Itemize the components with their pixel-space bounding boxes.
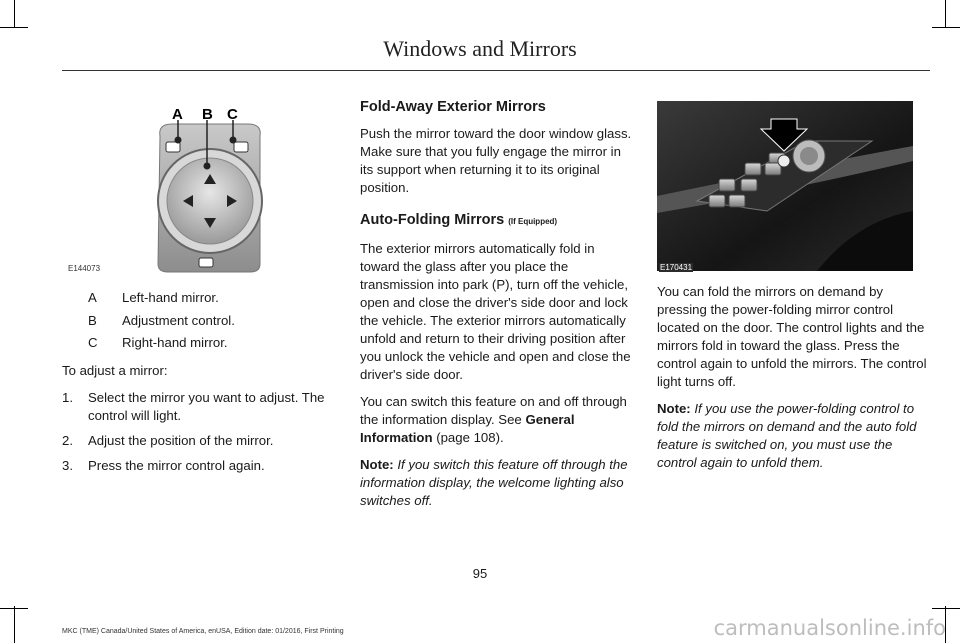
foldaway-text: Push the mirror toward the door window glass. Make sure that you fully engage the mirror in its support when returning it to its original position. — [360, 126, 632, 195]
crop-mark — [14, 0, 15, 28]
edition-info: MKC (TME) Canada/United States of America, enUSA, Edition date: 01/2016, First Printing — [62, 628, 344, 635]
note-text: If you use the power-folding control to fold the mirrors on demand and the auto fold feature is switched on, you must use the control again to unfold them. — [657, 401, 917, 470]
note-label: Note: — [657, 401, 691, 416]
figure1-caption: E144073 — [68, 264, 101, 273]
legend-text: Adjustment control. — [122, 313, 235, 328]
callout-a: A — [172, 106, 183, 123]
page-reference: (page 108). — [436, 430, 504, 445]
power-fold-note — [657, 400, 929, 472]
note-text: If you switch this feature off through the information display, the welcome lighting also switches off. — [360, 457, 628, 508]
crop-mark — [945, 0, 946, 28]
mirror-control-figure — [62, 88, 332, 278]
crop-mark — [932, 27, 960, 28]
general-information-link[interactable]: General Information — [360, 412, 575, 445]
step-number: 2. — [62, 433, 73, 448]
step-text: Press the mirror control again. — [88, 458, 265, 473]
if-equipped-label: (If Equipped) — [508, 217, 558, 226]
crop-mark — [0, 27, 28, 28]
watermark: carmanualsonline.info — [713, 616, 946, 640]
foldaway-heading: Fold-Away Exterior Mirrors — [360, 99, 546, 115]
callout-c: C — [227, 106, 238, 123]
legend-text: Right-hand mirror. — [122, 335, 228, 350]
adjust-steps — [62, 389, 342, 475]
header-rule — [62, 70, 930, 71]
page-number: 95 — [472, 566, 488, 581]
autofold-heading-row — [360, 211, 632, 231]
legend-key: C — [88, 335, 98, 350]
autofold-heading: Auto-Folding Mirrors — [360, 212, 505, 228]
list-item — [62, 432, 342, 450]
adjust-intro: To adjust a mirror: — [62, 363, 168, 378]
adjust-section — [62, 362, 342, 482]
note-label: Note: — [360, 457, 394, 472]
step-text: Select the mirror you want to adjust. The control will light. — [88, 390, 325, 423]
power-fold-paragraph: You can fold the mirrors on demand by pressing the power-folding mirror control located on the door. The control lights and the mirrors fold in toward the glass. Press the control again to unfold the mirrors. The control light turns off. — [657, 284, 927, 389]
crop-mark — [14, 606, 15, 643]
crop-mark — [932, 608, 960, 609]
step-number: 1. — [62, 390, 73, 405]
legend-item — [88, 313, 235, 328]
callout-b: B — [202, 106, 213, 123]
autofold-switch-paragraph — [360, 393, 632, 447]
legend-key: B — [88, 313, 97, 328]
figure2-caption: E170431 — [660, 263, 693, 272]
legend-key: A — [88, 290, 97, 305]
step-text: Adjust the position of the mirror. — [88, 433, 274, 448]
right-column — [657, 283, 929, 481]
legend-item — [88, 290, 219, 305]
legend-text: Left-hand mirror. — [122, 290, 219, 305]
middle-column — [360, 98, 632, 519]
switch-text: You can switch this feature on and off through the information display. See — [360, 394, 627, 427]
list-item — [62, 389, 342, 425]
legend-item — [88, 335, 228, 350]
page-title: Windows and Mirrors — [383, 36, 577, 61]
step-number: 3. — [62, 458, 73, 473]
autofold-note — [360, 456, 632, 510]
door-switch-figure — [657, 101, 913, 271]
autofold-paragraph: The exterior mirrors automatically fold in toward the glass after you place the transmission into park (P), turn off the vehicle, open and close the driver's side door and lock the vehicle. The exterior mirrors automatically unfold and return to their driving position after you unlock the vehicle and open and close the driver's side door. — [360, 241, 631, 382]
crop-mark — [0, 608, 28, 609]
list-item — [62, 457, 342, 475]
